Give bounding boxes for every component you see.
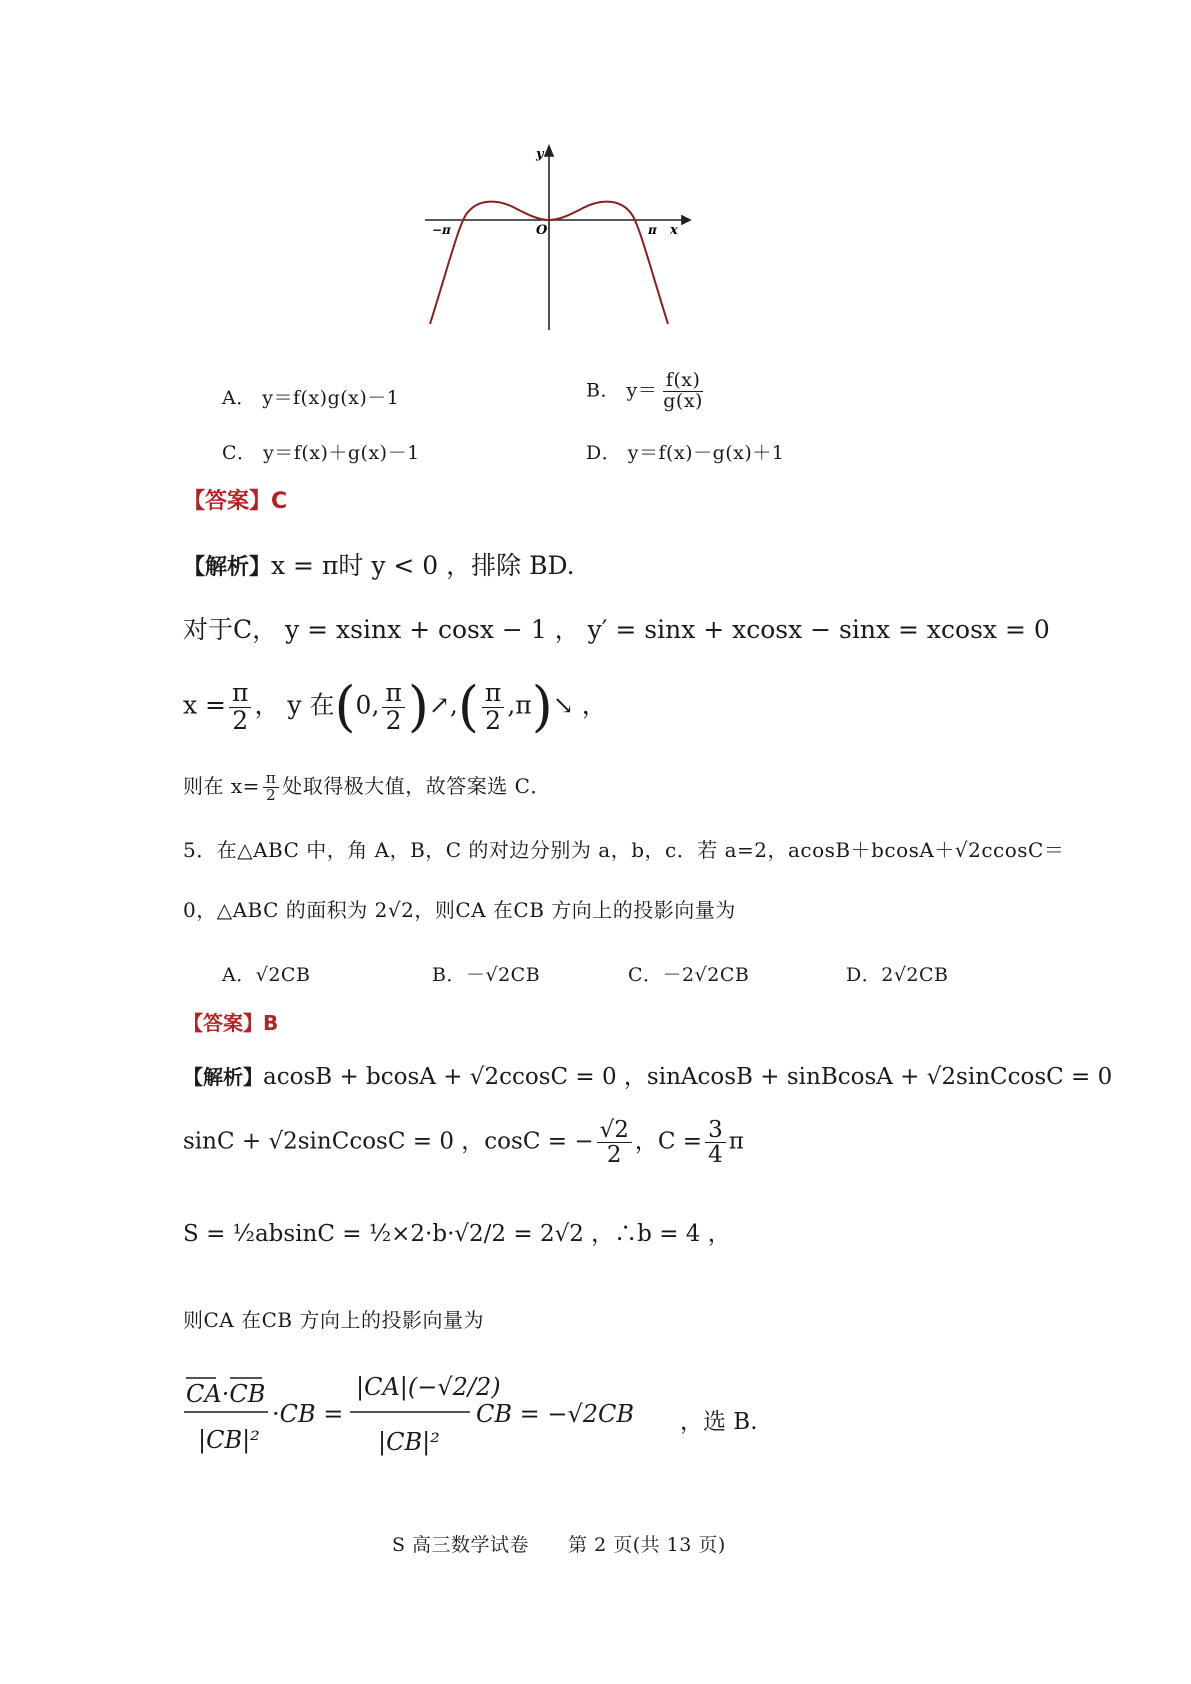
q4-analysis-line1-text: x = π时 y < 0 ，排除 BD. — [271, 551, 575, 580]
q5-answer — [183, 1007, 278, 1036]
q4-option-a: A． y＝f(x)g(x)－1 — [222, 387, 400, 409]
q4-option-b-numerator: f(x) — [663, 371, 704, 392]
q4-l3-num: π — [229, 680, 251, 707]
q4-l3-int2-b: ,π — [507, 690, 532, 720]
q4-l3-paren-close-1: ) — [407, 675, 429, 738]
formula-rhs: CB = −√2CB — [476, 1400, 635, 1428]
q4-l3-mid: ， y 在 — [254, 690, 335, 720]
q4-l3-fraction — [229, 680, 251, 734]
formula-den: |CB|² — [378, 1428, 440, 1456]
x-axis-arrow — [682, 216, 690, 224]
q5-option-c: C．－2√2CB — [628, 964, 750, 986]
q5-analysis-line1-text: acosB + bcosA + √2ccosC = 0 ，sinAcosB + sinBcosA + √2sinCcosC = 0 — [263, 1064, 1113, 1090]
function-graph — [420, 140, 695, 340]
q4-l3-int1-num: π — [382, 680, 404, 707]
y-axis-arrow — [545, 146, 553, 156]
q5-l2-frac2 — [705, 1118, 726, 1167]
q5-l2-b: ，C = — [634, 1128, 703, 1155]
q4-option-b-denominator: g(x) — [663, 389, 703, 412]
q5-option-d: D．2√2CB — [846, 964, 949, 986]
q5-analysis-line3: S = ½absinC = ½×2·b·√2/2 = 2√2 ，∴b = 4 ， — [183, 1221, 731, 1247]
q4-option-b — [586, 371, 709, 412]
q5-l2-c: π — [728, 1128, 744, 1155]
formula-num: |CA|(−√2/2) — [356, 1373, 501, 1401]
q4-conclusion-fraction — [263, 771, 279, 804]
q4-conclusion — [183, 770, 551, 804]
y-axis-label: y — [536, 147, 544, 162]
q4-answer — [183, 484, 287, 515]
q5-stem-line1: 5．在△ABC 中，角 A，B，C 的对边分别为 a，b，c．若 a=2，acosB＋bcosA＋√2ccosC＝ — [183, 838, 1065, 862]
q4-l3-int2-frac — [482, 680, 504, 734]
q4-analysis-line1 — [183, 546, 575, 582]
projection-formula — [180, 1350, 740, 1480]
q4-option-b-fraction — [660, 371, 706, 412]
q4-l3-paren-open-1: ( — [334, 675, 356, 738]
neg-pi-label: −π — [432, 223, 451, 237]
q4-analysis-line2: 对于C， y = xsinx + cosx − 1 ， y′ = sinx + xcosx − sinx = xcosx = 0 — [183, 615, 1050, 644]
q4-l3-int1-frac — [382, 680, 404, 734]
q4-l3-paren-close-2: ) — [531, 675, 553, 738]
q4-option-c: C． y＝f(x)＋g(x)－1 — [222, 442, 420, 464]
q4-l3-paren-open-2: ( — [457, 675, 479, 738]
q4-conclusion-den: 2 — [266, 786, 277, 804]
q4-l3-den: 2 — [232, 705, 249, 735]
q5-analysis-line2 — [183, 1118, 744, 1167]
q4-conclusion-suffix: 处取得极大值，故答案选 C． — [282, 774, 551, 798]
formula-abs-cb-sq: |CB|² — [198, 1426, 260, 1454]
q4-answer-value: C — [271, 489, 288, 514]
q5-answer-value: B — [263, 1011, 279, 1035]
formula-dot-cb: ·CB = — [272, 1400, 344, 1428]
q4-conclusion-num: π — [263, 771, 279, 788]
q4-option-d: D． y＝f(x)－g(x)＋1 — [586, 442, 785, 464]
q5-stem-line2: 0，△ABC 的面积为 2√2，则CA 在CB 方向上的投影向量为 — [183, 898, 736, 922]
q5-l2-frac1 — [597, 1118, 632, 1167]
q5-l2-num1: √2 — [597, 1118, 632, 1143]
q5-answer-tag: 【答案】 — [183, 1011, 263, 1035]
q5-analysis-line1 — [183, 1058, 1112, 1091]
origin-label: O — [536, 223, 548, 238]
q4-l3-int2-num: π — [482, 680, 504, 707]
q4-l3-int1-den: 2 — [385, 705, 402, 735]
graph-axes — [425, 146, 690, 330]
q5-l2-den1: 2 — [606, 1142, 622, 1169]
q5-option-b: B．－√2CB — [432, 964, 541, 986]
page-footer: S 高三数学试卷 第 2 页(共 13 页) — [392, 1534, 726, 1556]
q5-l2-a: sinC + √2sinCcosC = 0 ，cosC = − — [183, 1128, 594, 1155]
q4-l3-int1-a: 0, — [355, 690, 380, 720]
q4-l3-int2-den: 2 — [485, 705, 502, 735]
q4-option-b-prefix: B． y＝ — [586, 379, 658, 402]
q5-analysis-line5-tail: ，选 B. — [680, 1409, 758, 1435]
q4-analysis-line3 — [183, 675, 607, 738]
q5-analysis-tag: 【解析】 — [183, 1065, 263, 1089]
q5-option-a: A．√2CB — [222, 964, 311, 986]
q5-l2-num2: 3 — [705, 1118, 726, 1143]
q5-l2-den2: 4 — [708, 1142, 723, 1169]
q5-analysis-line4: 则CA 在CB 方向上的投影向量为 — [183, 1308, 484, 1332]
q4-answer-tag: 【答案】 — [183, 489, 272, 514]
formula-ca-dot-cb: CA·CB — [186, 1380, 266, 1408]
q4-l3-up: ↗, — [428, 690, 458, 720]
q4-conclusion-prefix: 则在 x= — [183, 774, 260, 798]
pi-label: π — [648, 223, 657, 237]
q4-l3-down: ↘ ， — [552, 690, 607, 720]
x-axis-label: x — [670, 223, 678, 238]
q4-analysis-tag: 【解析】 — [183, 555, 272, 580]
q4-l3-prefix: x = — [183, 690, 226, 720]
